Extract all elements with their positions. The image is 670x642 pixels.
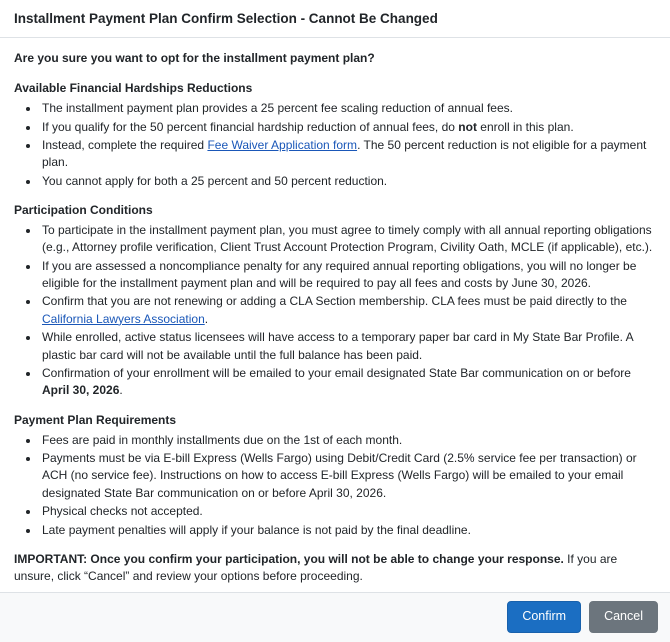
bullet-list: [14, 100, 656, 190]
page-title: Installment Payment Plan Confirm Selection - Cannot Be Changed: [14, 11, 438, 26]
list-item: [40, 173, 656, 190]
dialog-header: [0, 0, 670, 38]
body-text: Confirmation of your enrollment will be emailed to your email designated State Bar communication on or before: [42, 366, 631, 381]
list-item: [40, 222, 656, 257]
emphasis-text: IMPORTANT: Once you confirm your participation, you will not be able to change your response.: [14, 551, 564, 566]
body-text: enroll in this plan.: [476, 119, 574, 134]
list-item: [40, 100, 656, 117]
body-text: Late payment penalties will apply if your balance is not paid by the final deadline.: [42, 522, 471, 537]
body-text: Instead, complete the required: [42, 137, 208, 152]
sections-container: [14, 80, 656, 539]
inline-link[interactable]: Fee Waiver Application form: [207, 137, 358, 152]
bullet-list: [14, 222, 656, 400]
list-item: [40, 450, 656, 502]
body-text: The installment payment plan provides a 25 percent fee scaling reduction of annual fees.: [42, 101, 513, 116]
dialog-footer: [0, 592, 670, 642]
body-text: Fees are paid in monthly installments due on the 1st of each month.: [42, 432, 403, 447]
body-text: To participate in the installment payment plan, you must agree to timely comply with all annual reporting obligations (e.g., Attorney profile verification, Client Trust Account Protection Program, Civility Oath, MCLE (if applicable), etc.).: [42, 222, 653, 255]
body-text: If you are unsure, click “Cancel” and review your options before proceeding.: [14, 551, 618, 584]
body-text: Physical checks not accepted.: [42, 504, 203, 519]
list-item: [40, 432, 656, 449]
list-item: [40, 365, 656, 400]
body-text: If you qualify for the 50 percent financial hardship reduction of annual fees, do: [42, 119, 459, 134]
list-item: [40, 522, 656, 539]
lead-question: Are you sure you want to opt for the installment payment plan?: [14, 50, 375, 65]
dialog-body: [0, 38, 670, 592]
cancel-button[interactable]: Cancel: [589, 601, 658, 633]
section-heading: Available Financial Hardships Reductions: [14, 81, 253, 96]
inline-link[interactable]: California Lawyers Association: [42, 311, 205, 326]
body-text: .: [119, 383, 123, 398]
list-item: [40, 137, 656, 172]
emphasis-text: not: [458, 119, 477, 134]
body-text: . The 50 percent reduction is not eligible for a payment plan.: [42, 137, 647, 170]
body-text: Confirm that you are not renewing or adding a CLA Section membership. CLA fees must be paid directly to the: [42, 294, 627, 309]
list-item: [40, 258, 656, 293]
list-item: [40, 503, 656, 520]
body-text: Payments must be via E-bill Express (Wells Fargo) using Debit/Credit Card (2.5% service fee per transaction) or ACH (no service fee). Instructions on how to access E-bill Express (Wells Fargo) will be emailed to your email designated State Bar communication on or before April 30, 2026.: [42, 450, 637, 500]
body-text: You cannot apply for both a 25 percent and 50 percent reduction.: [42, 173, 388, 188]
body-text: If you are assessed a noncompliance penalty for any required annual reporting obligations, you will no longer be eligible for the installment payment plan and will be required to pay all fees and costs by June 30, 2026.: [42, 258, 637, 291]
list-item: [40, 293, 656, 328]
section-heading: Payment Plan Requirements: [14, 412, 177, 427]
list-item: [40, 329, 656, 364]
section-heading: Participation Conditions: [14, 203, 153, 218]
important-notice: [14, 551, 656, 586]
list-item: [40, 119, 656, 136]
emphasis-text: April 30, 2026: [42, 383, 120, 398]
bullet-list: [14, 432, 656, 539]
body-text: .: [204, 311, 209, 326]
confirm-button[interactable]: Confirm: [507, 601, 581, 633]
body-text: While enrolled, active status licensees will have access to a temporary paper bar card in My State Bar Profile. A plastic bar card will not be available until the full balance has been paid.: [42, 330, 633, 362]
